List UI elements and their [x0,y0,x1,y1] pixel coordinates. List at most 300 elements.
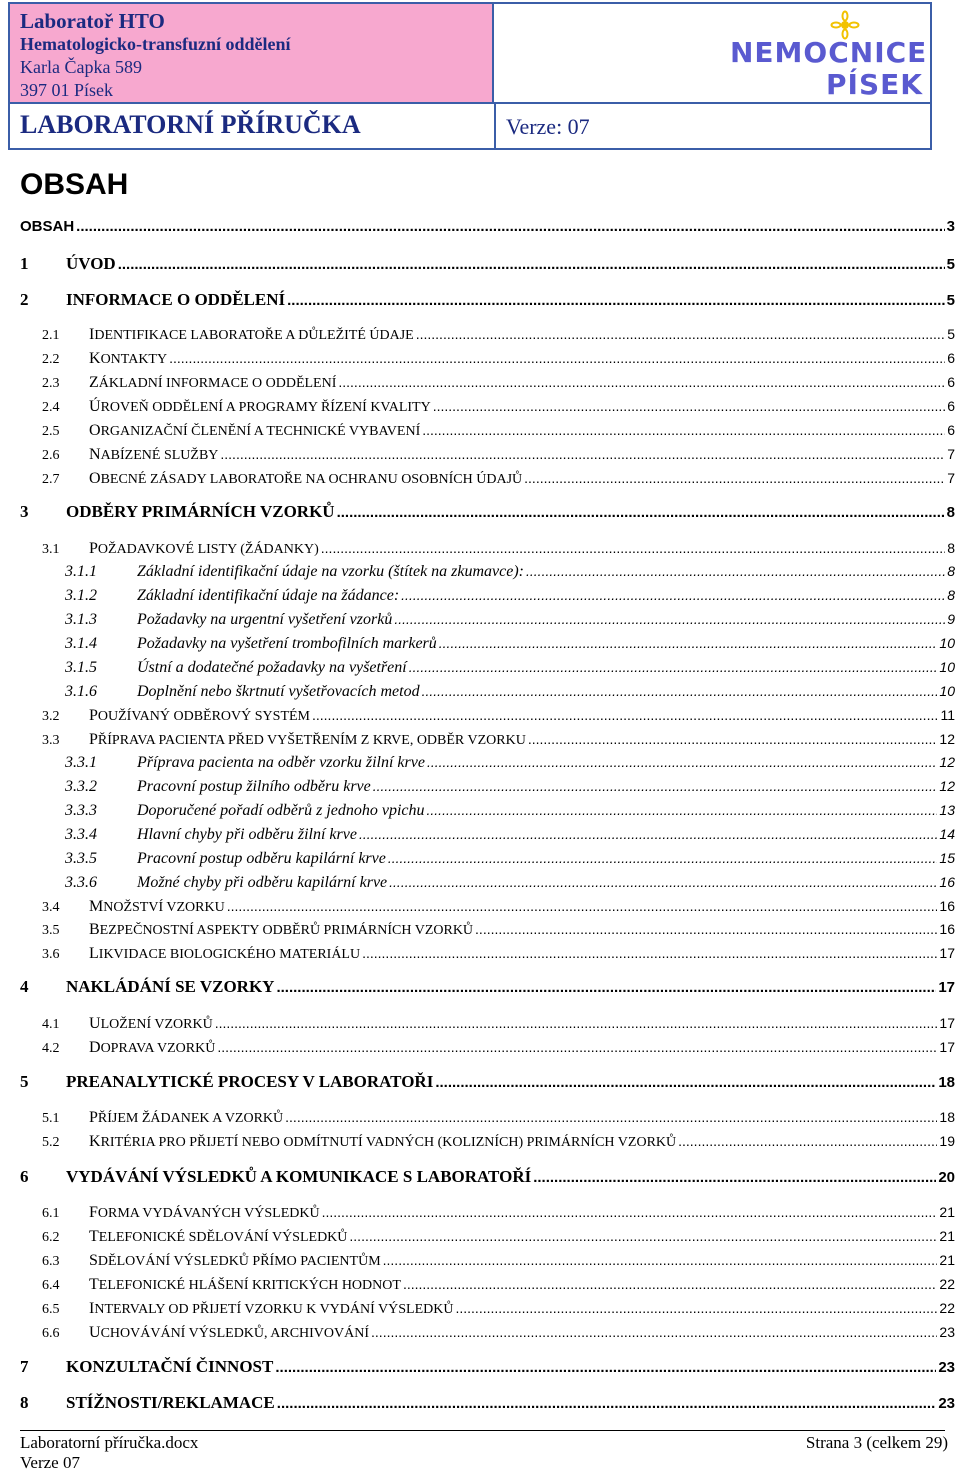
toc-entry-title [66,502,335,522]
toc-entry-text: ELEFONICKÉ SDĚLOVÁNÍ VÝSLEDKŮ [98,1230,348,1245]
toc-page-number: 3 [946,218,955,235]
toc-entry[interactable] [42,707,955,725]
toc-entry-text: DĚLOVÁNÍ VÝSLEDKŮ PŘÍMO PACIENTŮM [97,1254,381,1269]
toc-entry-number: 3.1.5 [65,659,97,676]
toc-entry-text: ODBĚRY PRIMÁRNÍCH VZORKŮ [66,502,335,521]
toc-entry-text: Pracovní postup žilního odběru krve [137,778,371,795]
toc-leader-dots [217,1039,937,1055]
toc-entry-initial: I [89,1300,95,1317]
toc-entry-initial: D [89,1039,101,1056]
toc-leader-dots [533,1169,936,1186]
toc-entry-title [89,1109,283,1127]
toc-entry[interactable] [42,945,955,963]
toc-leader-dots [359,826,937,842]
footer-left [20,1433,198,1473]
toc-leader-dots [435,1074,936,1091]
toc-entry-title [137,802,425,820]
toc-page-number: 22 [939,1276,955,1292]
toc-page-number: 18 [938,1074,955,1091]
toc-entry-text: Hlavní chyby při odběru žilní krve [137,826,357,843]
toc-entry-initial: U [89,1015,101,1032]
toc-entry-text: Pracovní postup odběru kapilární krve [137,850,386,867]
toc-entry-number: 6.4 [42,1278,60,1293]
toc-entry-title [20,218,74,235]
toc-leader-dots [373,778,938,794]
toc-entry-text: IKVIDACE BIOLOGICKÉHO MATERIÁLU [98,947,361,962]
toc-entry-text: ÚVOD [66,254,116,273]
toc-leader-dots [169,350,945,366]
toc-entry[interactable] [65,587,955,605]
toc-page-number: 8 [947,563,955,579]
toc-leader-dots [322,1204,938,1220]
toc-entry-number: 3.1 [42,542,60,557]
toc-page-number: 8 [947,540,955,556]
toc-page-number: 17 [939,1015,955,1031]
toc-leader-dots [455,1300,937,1316]
toc-entry-title [66,1072,433,1092]
toc-entry-initial: L [89,945,99,962]
toc-entry-title [89,1015,213,1033]
toc-entry-title [137,611,392,629]
toc-entry-title [137,683,420,701]
toc-entry-title [137,563,524,581]
toc-entry[interactable] [20,502,955,522]
toc-entry-title [137,659,407,677]
toc-entry-initial: B [89,921,100,938]
toc-entry-title [89,1228,347,1246]
toc-entry[interactable] [42,374,955,392]
toc-entry-number: 3.3.4 [65,826,97,843]
toc-entry-initial: T [89,1228,99,1245]
toc-entry[interactable] [65,754,955,772]
toc-entry-text: Požadavky na vyšetření trombofilních markerů [137,635,437,652]
toc-entry-text: EZPEČNOSTNÍ ASPEKTY ODBĚRŮ PRIMÁRNÍCH VZORKŮ [99,923,474,938]
toc-leader-dots [285,1109,937,1125]
toc-entry-number: 2.7 [42,472,60,487]
document-title: LABORATORNÍ PŘÍRUČKA [20,110,361,139]
toc-entry-title [89,945,360,963]
toc-entry-text: STÍŽNOSTI/REKLAMACE [66,1393,275,1412]
toc-entry[interactable] [42,1109,955,1127]
toc-page-number: 17 [939,1039,955,1055]
toc-leader-dots [526,563,945,579]
toc-entry-title [89,707,310,725]
toc-entry-title [89,1039,215,1057]
toc-entry-number: 5.1 [42,1111,60,1126]
toc-page-number: 6 [947,350,955,366]
toc-entry-number: 6.5 [42,1302,60,1317]
toc-leader-dots [528,731,938,747]
toc-entry[interactable] [65,659,955,677]
toc-entry-text: LOŽENÍ VZORKŮ [100,1017,213,1032]
toc-entry-number: 6 [20,1167,29,1186]
toc-entry-title [89,1300,453,1318]
toc-leader-dots [277,1395,937,1412]
toc-page-number: 21 [939,1228,955,1244]
toc-entry-text: Možné chyby při odběru kapilární krve [137,874,388,891]
toc-entry-text: OBSAH [20,218,75,235]
toc-entry-text: ROVEŇ ODDĚLENÍ A PROGRAMY ŘÍZENÍ KVALITY [100,400,431,415]
toc-entry-number: 3.4 [42,900,60,915]
toc-entry-number: 3 [20,502,29,521]
toc-entry[interactable] [20,1357,955,1377]
toc-page-number: 10 [939,659,955,675]
toc-entry[interactable] [42,1204,955,1222]
toc-entry-title [89,446,218,464]
toc-entry[interactable] [42,1015,955,1033]
toc-entry-text: VYDÁVÁNÍ VÝSLEDKŮ A KOMUNIKACE S LABORATOŘÍ [66,1167,532,1186]
toc-entry-text: CHOVÁVÁNÍ VÝSLEDKŮ, ARCHIVOVÁNÍ [100,1326,370,1341]
toc-entry[interactable] [42,1133,955,1151]
toc-page-number: 21 [939,1252,955,1268]
toc-entry-number: 3.1.4 [65,635,97,652]
toc-entry-title [137,826,357,844]
toc-entry-title [89,470,522,488]
toc-entry-text: OUŽÍVANÝ ODBĚROVÝ SYSTÉM [97,709,310,724]
toc-entry-number: 4.2 [42,1041,60,1056]
toc-entry-title [66,1167,531,1187]
toc-entry-number: 3.3.1 [65,754,97,771]
toc-entry-initial: N [89,446,101,463]
toc-entry-title [89,398,431,416]
toc-entry-initial: K [89,1133,101,1150]
toc-entry-title [89,326,414,344]
toc-leader-dots [275,1359,936,1376]
toc-leader-dots [337,504,945,521]
toc-page-number: 5 [946,292,955,309]
toc-entry-text: OŽADAVKOVÉ LISTY (ŽÁDANKY) [97,542,319,557]
toc-page-number: 14 [939,826,955,842]
address-city: 397 01 Písek [20,80,114,100]
toc-leader-dots [409,659,938,675]
toc-leader-dots [475,921,937,937]
toc-entry-initial: T [89,1276,99,1293]
toc-entry-title [137,635,437,653]
toc-page-number: 22 [939,1300,955,1316]
toc-entry-number: 2.2 [42,352,60,367]
toc-entry-number: 3.1.1 [65,563,97,580]
toc-entry-text: NAKLÁDÁNÍ SE VZORKY [66,977,275,996]
toc-entry[interactable] [20,1393,955,1413]
toc-entry[interactable] [20,1167,955,1187]
toc-entry-title [89,1252,381,1270]
toc-entry[interactable] [42,731,955,749]
toc-leader-dots [76,218,944,235]
toc-entry-initial: F [89,1204,98,1221]
toc-page-number: 19 [939,1133,955,1149]
toc-entry-text: ŘÍJEM ŽÁDANEK A VZORKŮ [97,1111,284,1126]
toc-entry-title [137,874,387,892]
toc-leader-dots [524,470,945,486]
toc-page-number: 16 [939,874,955,890]
toc-entry-title [89,374,336,392]
toc-entry-initial: M [89,898,104,915]
toc-entry-initial: P [89,707,98,724]
toc-entry[interactable] [42,1039,955,1057]
toc-leader-dots [422,683,938,699]
toc-page-number: 12 [939,731,955,747]
toc-entry-number: 4 [20,977,29,996]
hospital-logo [494,4,930,104]
toc-entry-number: 2 [20,290,29,309]
toc-page-number: 6 [947,398,955,414]
toc-entry[interactable] [65,683,955,701]
toc-entry-initial: K [89,350,101,367]
toc-page-number: 10 [939,635,955,651]
toc-entry-text: ONTAKTY [100,352,168,367]
toc-entry[interactable] [42,1276,955,1294]
toc-leader-dots [678,1133,937,1149]
toc-entry-number: 2.4 [42,400,60,415]
toc-entry-initial: Z [89,374,99,391]
toc-page-number: 16 [939,898,955,914]
toc-entry-initial: P [89,540,98,557]
toc-entry[interactable] [20,977,955,997]
toc-page-number: 8 [946,504,955,521]
toc-entry-title [89,731,526,749]
toc-entry-text: RGANIZAČNÍ ČLENĚNÍ A TECHNICKÉ VYBAVENÍ [100,424,421,439]
toc-entry-text: Základní identifikační údaje na vzorku (štítek na zkumavce): [137,563,525,580]
toc-entry[interactable] [42,1252,955,1270]
toc-entry-title [137,850,386,868]
toc-entry-title [89,422,420,440]
toc-page-number: 6 [947,374,955,390]
toc-entry-title [66,977,274,997]
toc-entry-number: 2.1 [42,328,60,343]
toc-page-number: 11 [940,707,955,723]
toc-entry[interactable] [42,921,955,939]
toc-entry-title [89,1133,676,1151]
toc-leader-dots [227,898,938,914]
toc-page-number: 9 [947,611,955,627]
toc-leader-dots [439,635,938,651]
toc-entry-title [89,1324,369,1342]
toc-entry[interactable] [65,611,955,629]
toc-entry-number: 4.1 [42,1017,60,1032]
toc-page-number: 21 [939,1204,955,1220]
toc-entry-initial: I [89,326,95,343]
toc-leader-dots [362,945,937,961]
logo-text-nemocnice: NEMOCNICE [730,36,928,69]
toc-page-number: 20 [938,1169,955,1186]
toc-page-number: 7 [947,470,955,486]
toc-entry-text: ŘÍPRAVA PACIENTA PŘED VYŠETŘENÍM Z KRVE, ODBĚR VZORKU [97,733,526,748]
toc-page-number: 10 [939,683,955,699]
toc-entry-number: 7 [20,1357,29,1376]
toc-entry-initial: Ú [89,398,101,415]
toc-entry-title [66,1393,275,1413]
toc-entry[interactable] [42,422,955,440]
toc-entry-title [66,290,285,310]
toc-leader-dots [215,1015,938,1031]
lab-info-block [10,4,494,104]
toc-entry[interactable] [65,563,955,581]
toc-entry-number: 3.2 [42,709,60,724]
toc-entry-text: Příprava pacienta na odběr vzorku žilní krve [137,754,425,771]
toc-entry-number: 3.1.6 [65,683,97,700]
toc-entry-number: 3.1.2 [65,587,97,604]
toc-entry-text: Základní identifikační údaje na žádance: [137,587,400,604]
toc-entry[interactable] [20,254,955,274]
toc-entry[interactable] [42,350,955,368]
address-street: Karla Čapka 589 [20,57,142,77]
toc-entry-number: 5.2 [42,1135,60,1150]
toc-entry-initial: U [89,1324,101,1341]
toc-page-number: 5 [947,326,955,342]
document-header [8,2,932,150]
toc-entry-initial: S [89,1252,98,1269]
toc-entry-title [66,254,116,274]
toc-leader-dots [416,326,945,342]
toc-entry[interactable] [42,326,955,344]
toc-entry-number: 6.6 [42,1326,60,1341]
toc-page-number: 17 [938,979,955,996]
toc-entry-number: 3.5 [42,923,60,938]
toc-leader-dots [118,256,945,273]
toc-entry[interactable] [42,1324,955,1342]
toc-entry-number: 3.1.3 [65,611,97,628]
toc-leader-dots [312,707,938,723]
toc-page-number: 7 [947,446,955,462]
toc-leader-dots [422,422,945,438]
toc-entry-text: ABÍZENÉ SLUŽBY [100,448,219,463]
toc-entry-number: 3.3.2 [65,778,97,795]
toc-entry-number: 6.2 [42,1230,60,1245]
toc-entry-title [89,1276,401,1294]
toc-entry-text: Ústní a dodatečné požadavky na vyšetření [137,659,407,676]
toc-leader-dots [383,1252,938,1268]
toc-page-number: 23 [938,1359,955,1376]
toc-leader-dots [371,1324,937,1340]
toc-leader-dots [394,611,945,627]
toc-page-number: 6 [947,422,955,438]
toc-entry-number: 3.3.5 [65,850,97,867]
toc-leader-dots [276,979,936,996]
toc-entry-text: ELEFONICKÉ HLÁŠENÍ KRITICKÝCH HODNOT [98,1278,401,1293]
toc-entry-number: 3.6 [42,947,60,962]
toc-leader-dots [427,754,937,770]
toc-entry-number: 6.3 [42,1254,60,1269]
toc-entry[interactable] [42,398,955,416]
toc-entry-number: 5 [20,1072,29,1091]
toc-page-number: 18 [939,1109,955,1125]
footer-page-info: Strana 3 (celkem 29) [805,1433,948,1452]
department-name: Hematologicko-transfuzní oddělení [20,34,291,54]
toc-leader-dots [403,1276,937,1292]
toc-page-number: 13 [939,802,955,818]
toc-entry-number: 2.6 [42,448,60,463]
toc-entry-title [137,778,371,796]
toc-entry[interactable] [65,826,955,844]
toc-entry-text: Požadavky na urgentní vyšetření vzorků [137,611,393,628]
toc-entry-text: Doporučené pořadí odběrů z jednoho vpichu [137,802,425,819]
toc-entry-text: NOŽSTVÍ VZORKU [103,900,225,915]
toc-entry-title [66,1357,273,1377]
toc-page-number: 17 [939,945,955,961]
toc-page-number: 23 [939,1324,955,1340]
toc-page-number: 8 [947,587,955,603]
toc-entry-title [89,1204,320,1222]
toc-entry-title [89,540,319,558]
toc-page-number: 16 [939,921,955,937]
toc-entry[interactable] [42,470,955,488]
toc-entry-title [137,754,425,772]
toc-entry-text: OPRAVA VZORKŮ [100,1041,216,1056]
header-divider [494,104,496,150]
toc-entry-title [89,898,225,916]
toc-entry-title [137,587,399,605]
toc-entry-text: ÁKLADNÍ INFORMACE O ODDĚLENÍ [98,376,337,391]
toc-entry[interactable] [42,540,955,558]
toc-entry-number: 8 [20,1393,29,1412]
toc-leader-dots [321,540,945,556]
toc-entry-initial: O [89,422,101,439]
document-version: Verze: 07 [506,114,590,139]
toc-entry-initial: P [89,731,98,748]
toc-page-number: 12 [939,754,955,770]
toc-entry-title [89,921,473,939]
page-title: OBSAH [20,168,129,201]
toc-entry-number: 1 [20,254,29,273]
toc-entry-initial: P [89,1109,98,1126]
toc-entry-text: BECNÉ ZÁSADY LABORATOŘE NA OCHRANU OSOBNÍCH ÚDAJŮ [100,472,523,487]
toc-entry-text: NTERVALY OD PŘIJETÍ VZORKU K VYDÁNÍ VÝSLEDKŮ [94,1302,454,1317]
toc-entry-number: 3.3 [42,733,60,748]
toc-entry-text: DENTIFIKACE LABORATOŘE A DŮLEŽITÉ ÚDAJE [94,328,414,343]
toc-entry-number: 2.5 [42,424,60,439]
toc-entry[interactable] [42,1228,955,1246]
toc-entry[interactable] [42,446,955,464]
toc-entry[interactable] [42,1300,955,1318]
toc-leader-dots [389,874,937,890]
toc-entry-text: PREANALYTICKÉ PROCESY V LABORATOŘI [66,1072,434,1091]
toc-entry-text: Doplnění nebo škrtnutí vyšetřovacích metod [137,683,420,700]
toc-page-number: 15 [939,850,955,866]
toc-entry-number: 2.3 [42,376,60,391]
toc-page-number: 23 [938,1395,955,1412]
toc-entry[interactable] [20,1072,955,1092]
footer-filename: Laboratorní příručka.docx [20,1433,199,1452]
footer-version: Verze 07 [20,1453,80,1472]
toc-entry[interactable] [65,635,955,653]
toc-entry[interactable] [20,218,955,235]
toc-leader-dots [427,802,938,818]
logo-text-pisek: PÍSEK [826,68,923,101]
toc-entry[interactable] [65,802,955,820]
toc-entry-initial: O [89,470,101,487]
toc-entry[interactable] [65,874,955,892]
toc-leader-dots [220,446,945,462]
toc-entry-text: RITÉRIA PRO PŘIJETÍ NEBO ODMÍTNUTÍ VADNÝCH (KOLIZNÍCH) PRIMÁRNÍCH VZORKŮ [100,1135,677,1150]
toc-entry-number: 3.3.6 [65,874,97,891]
toc-entry[interactable] [65,778,955,796]
toc-entry[interactable] [42,898,955,916]
toc-entry[interactable] [65,850,955,868]
toc-entry-number: 3.3.3 [65,802,97,819]
toc-entry-text: INFORMACE O ODDĚLENÍ [66,290,286,309]
toc-entry-title [89,350,167,368]
lab-name: Laboratoř HTO [20,9,165,33]
toc-leader-dots [388,850,938,866]
toc-page-number: 5 [946,256,955,273]
toc-leader-dots [338,374,945,390]
toc-entry[interactable] [20,290,955,310]
toc-leader-dots [349,1228,937,1244]
toc-entry-number: 6.1 [42,1206,60,1221]
toc-page-number: 12 [939,778,955,794]
toc-leader-dots [287,292,945,309]
toc-leader-dots [433,398,945,414]
